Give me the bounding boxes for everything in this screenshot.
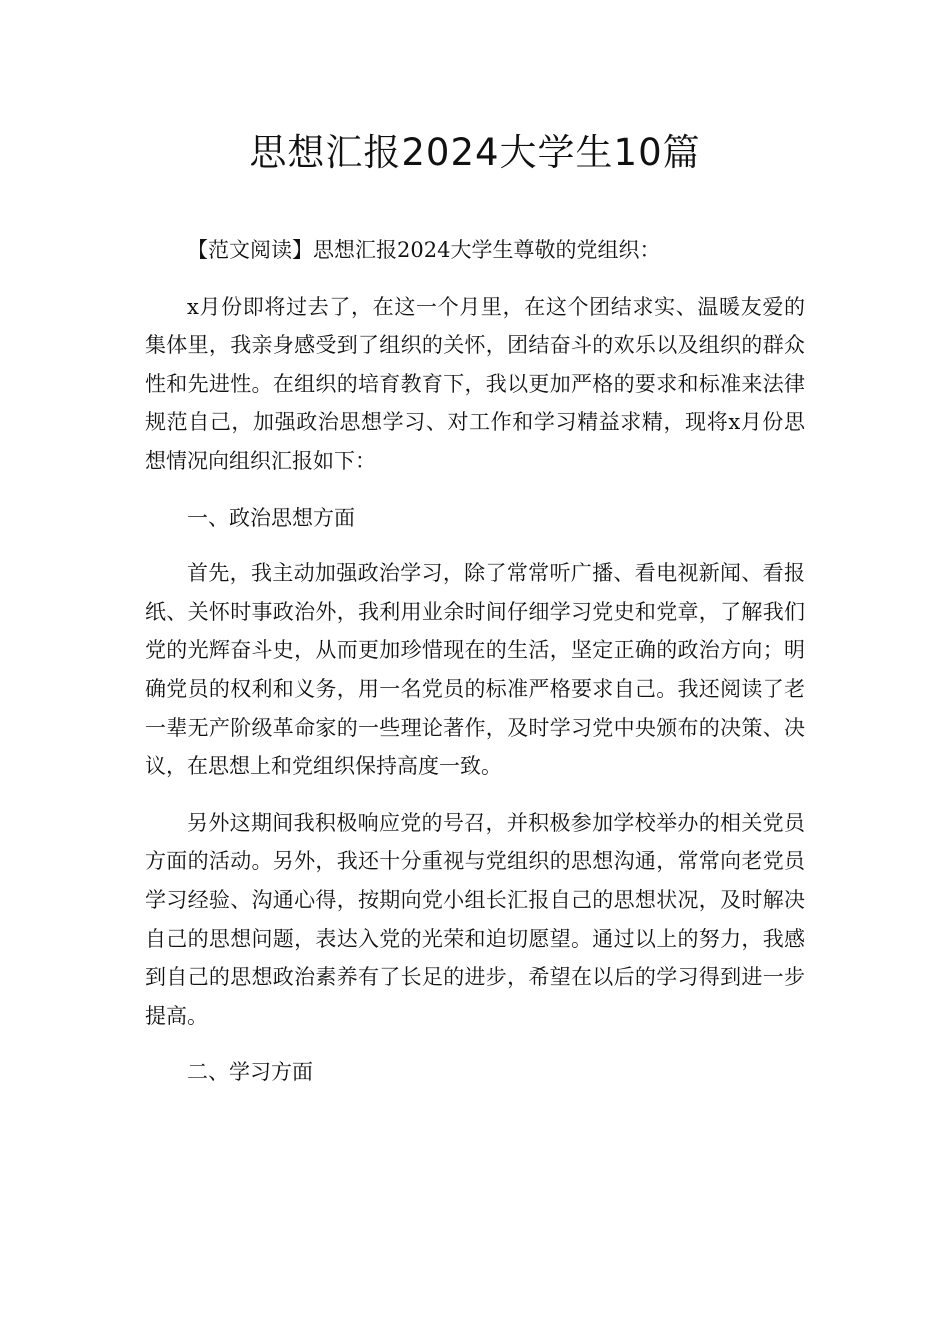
section-heading: 一、政治思想方面 [187, 505, 355, 530]
document-body [145, 231, 805, 1092]
paragraph: 另外这期间我积极响应党的号召，并积极参加学校举办的相关党员方面的活动。另外，我还十分重视与党组织的思想沟通，常常向老党员学习经验、沟通心得，按期向党小组长汇报自己的思想状况，及时解决自己的思想问题，表达入党的光荣和迫切愿望。通过以上的努力，我感到自己的思想政治素养有了长足的进步，希望在以后的学习得到进一步提高。 [145, 810, 805, 1028]
paragraph: 首先，我主动加强政治学习，除了常常听广播、看电视新闻、看报纸、关怀时事政治外，我利用业余时间仔细学习党史和党章，了解我们党的光辉奋斗史，从而更加珍惜现在的生活，坚定正确的政治方向；明确党员的权利和义务，用一名党员的标准严格要求自己。我还阅读了老一辈无产阶级革命家的一些理论著作，及时学习党中央颁布的决策、决议，在思想上和党组织保持高度一致。 [145, 561, 805, 779]
section-heading: 二、学习方面 [187, 1060, 313, 1085]
document-title: 思想汇报2024大学生10篇 [249, 131, 701, 174]
paragraph: x月份即将过去了，在这一个月里，在这个团结求实、温暖友爱的集体里，我亲身感受到了组织的关怀，团结奋斗的欢乐以及组织的群众性和先进性。在组织的培育教育下，我以更加严格的要求和标准来法律规范自己，加强政治思想学习、对工作和学习精益求精，现将x月份思想情况向组织汇报如下： [145, 294, 805, 473]
paragraph-intro: 【范文阅读】思想汇报2024大学生尊敬的党组织： [187, 238, 661, 262]
